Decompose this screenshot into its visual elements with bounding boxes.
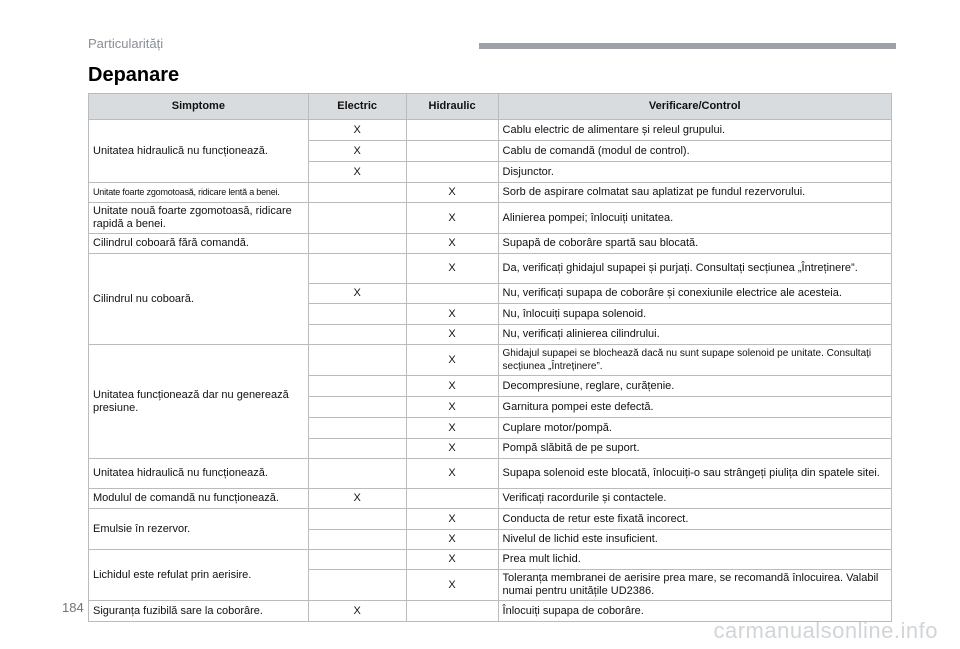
hydraulic-cell: X	[406, 397, 498, 418]
hydraulic-cell: X	[406, 304, 498, 325]
hydraulic-cell	[406, 489, 498, 509]
symptom-cell: Siguranța fuzibilă sare la coborâre.	[89, 601, 309, 622]
troubleshooting-table	[88, 93, 892, 622]
check-cell: Supapă de coborâre spartă sau blocată.	[498, 234, 891, 254]
check-cell: Prea mult lichid.	[498, 550, 891, 570]
watermark: carmanualsonline.info	[713, 618, 938, 643]
table-row	[89, 254, 892, 284]
electric-cell	[308, 570, 406, 601]
electric-cell	[308, 459, 406, 489]
hydraulic-cell: X	[406, 570, 498, 601]
column-header-symptoms: Simptome	[89, 94, 309, 120]
electric-cell	[308, 439, 406, 459]
electric-cell	[308, 183, 406, 203]
table-row	[89, 489, 892, 509]
table-row	[89, 120, 892, 141]
electric-cell	[308, 376, 406, 397]
electric-cell: X	[308, 141, 406, 162]
check-cell: Nu, verificați alinierea cilindrului.	[498, 325, 891, 345]
check-cell: Da, verificați ghidajul supapei și purjați. Consultați secțiunea „Întreținere”.	[498, 254, 891, 284]
hydraulic-cell: X	[406, 509, 498, 530]
hydraulic-cell: X	[406, 418, 498, 439]
hydraulic-cell: X	[406, 345, 498, 376]
table-row	[89, 234, 892, 254]
symptom-cell: Unitatea hidraulică nu funcționează.	[89, 459, 309, 489]
electric-cell	[308, 550, 406, 570]
electric-cell	[308, 530, 406, 550]
check-cell: Cablu electric de alimentare și releul grupului.	[498, 120, 891, 141]
column-header-electric: Electric	[308, 94, 406, 120]
hydraulic-cell: X	[406, 459, 498, 489]
symptom-cell: Unitate foarte zgomotoasă, ridicare lentă a benei.	[89, 183, 309, 203]
hydraulic-cell: X	[406, 530, 498, 550]
check-cell: Înlocuiți supapa de coborâre.	[498, 601, 891, 622]
check-cell: Nivelul de lichid este insuficient.	[498, 530, 891, 550]
symptom-cell: Unitatea hidraulică nu funcționează.	[89, 120, 309, 183]
electric-cell	[308, 304, 406, 325]
symptom-cell: Emulsie în rezervor.	[89, 509, 309, 550]
page-number: 184	[62, 600, 84, 615]
hydraulic-cell: X	[406, 203, 498, 234]
check-cell: Verificați racordurile și contactele.	[498, 489, 891, 509]
check-cell: Conducta de retur este fixată incorect.	[498, 509, 891, 530]
electric-cell: X	[308, 601, 406, 622]
symptom-cell: Cilindrul nu coboară.	[89, 254, 309, 345]
check-cell: Toleranța membranei de aerisire prea mare, se recomandă înlocuirea. Valabil numai pentru unitățile UD2386.	[498, 570, 891, 601]
hydraulic-cell	[406, 120, 498, 141]
hydraulic-cell: X	[406, 234, 498, 254]
header-bar	[479, 43, 896, 49]
check-cell: Garnitura pompei este defectă.	[498, 397, 891, 418]
section-header: Particularități	[88, 36, 164, 51]
hydraulic-cell	[406, 141, 498, 162]
hydraulic-cell: X	[406, 254, 498, 284]
hydraulic-cell	[406, 601, 498, 622]
electric-cell: X	[308, 284, 406, 304]
electric-cell	[308, 397, 406, 418]
electric-cell: X	[308, 489, 406, 509]
check-cell: Nu, înlocuiți supapa solenoid.	[498, 304, 891, 325]
electric-cell: X	[308, 120, 406, 141]
check-cell: Decompresiune, reglare, curățenie.	[498, 376, 891, 397]
table-header-row	[89, 94, 892, 120]
table-row	[89, 509, 892, 530]
electric-cell	[308, 418, 406, 439]
symptom-cell: Unitatea funcționează dar nu generează presiune.	[89, 345, 309, 459]
electric-cell	[308, 509, 406, 530]
check-cell: Disjunctor.	[498, 162, 891, 183]
hydraulic-cell	[406, 162, 498, 183]
table-row	[89, 459, 892, 489]
check-cell: Nu, verificați supapa de coborâre și conexiunile electrice ale acesteia.	[498, 284, 891, 304]
table-row	[89, 203, 892, 234]
table-row	[89, 183, 892, 203]
hydraulic-cell: X	[406, 550, 498, 570]
check-cell: Sorb de aspirare colmatat sau aplatizat pe fundul rezervorului.	[498, 183, 891, 203]
table-row	[89, 550, 892, 570]
hydraulic-cell	[406, 284, 498, 304]
hydraulic-cell: X	[406, 325, 498, 345]
hydraulic-cell: X	[406, 376, 498, 397]
electric-cell	[308, 234, 406, 254]
symptom-cell: Unitate nouă foarte zgomotoasă, ridicare rapidă a benei.	[89, 203, 309, 234]
electric-cell	[308, 203, 406, 234]
check-cell: Pompă slăbită de pe suport.	[498, 439, 891, 459]
electric-cell	[308, 345, 406, 376]
table-row	[89, 345, 892, 376]
electric-cell: X	[308, 162, 406, 183]
column-header-check: Verificare/Control	[498, 94, 891, 120]
hydraulic-cell: X	[406, 183, 498, 203]
page-title: Depanare	[88, 64, 180, 86]
check-cell: Ghidajul supapei se blochează dacă nu sunt supape solenoid pe unitate. Consultați secțiunea „Întreținere”.	[498, 345, 891, 376]
electric-cell	[308, 254, 406, 284]
check-cell: Alinierea pompei; înlocuiți unitatea.	[498, 203, 891, 234]
symptom-cell: Lichidul este refulat prin aerisire.	[89, 550, 309, 601]
symptom-cell: Cilindrul coboară fără comandă.	[89, 234, 309, 254]
check-cell: Supapa solenoid este blocată, înlocuiți-o sau strângeți piulița din spatele sitei.	[498, 459, 891, 489]
check-cell: Cablu de comandă (modul de control).	[498, 141, 891, 162]
check-cell: Cuplare motor/pompă.	[498, 418, 891, 439]
symptom-cell: Modulul de comandă nu funcționează.	[89, 489, 309, 509]
column-header-hydraulic: Hidraulic	[406, 94, 498, 120]
hydraulic-cell: X	[406, 439, 498, 459]
electric-cell	[308, 325, 406, 345]
